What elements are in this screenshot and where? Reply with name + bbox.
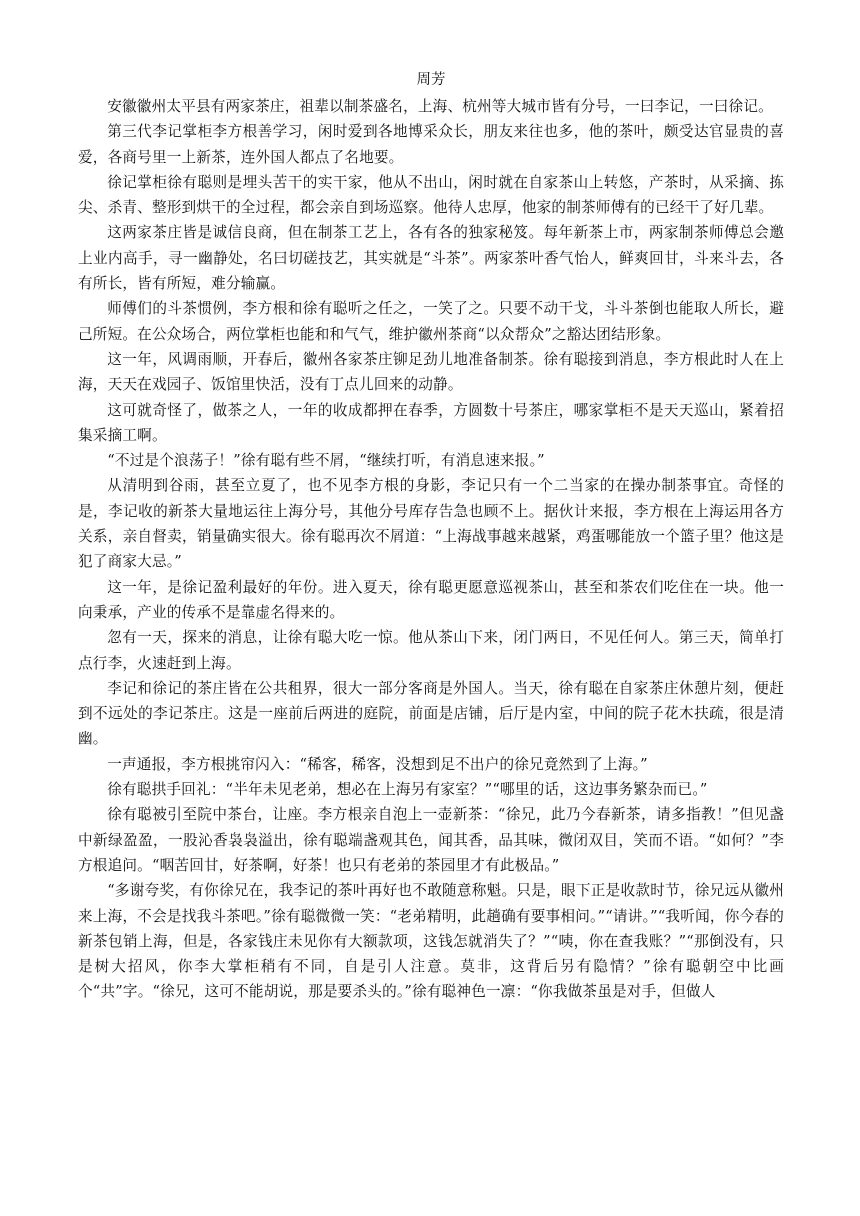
paragraph: 第三代李记掌柜李方根善学习，闲时爱到各地博采众长，朋友来往也多，他的茶叶，颇受达官显贵的喜爱，各商号里一上新茶，连外国人都点了名地要。 [78,123,784,166]
paragraph: “不过是个浪荡子！”徐有聪有些不屑，“继续打听，有消息速来报。” [107,452,545,470]
paragraph: 这可就奇怪了，做茶之人，一年的收成都押在春季，方圆数十号茶庄，哪家掌柜不是天天巡山，紧着招集采摘工啊。 [78,401,784,444]
paragraph: 徐记掌柜徐有聪则是埋头苦干的实干家，他从不出山，闲时就在自家茶山上转悠，产茶时，从采摘、拣尖、杀青、整形到烘干的全过程，都会亲自到场巡察。他待人忠厚，他家的制茶师傅有的已经干了好几辈。 [78,173,784,217]
paragraph: 这一年，风调雨顺，开春后，徽州各家茶庄铆足劲儿地准备制茶。徐有聪接到消息，李方根此时人在上海，天天在戏园子、饭馆里快活，没有丁点儿回来的动静。 [78,350,784,394]
paragraph: 从清明到谷雨，甚至立夏了，也不见李方根的身影，李记只有一个二当家的在操办制茶事宜。奇怪的是，李记收的新茶大量地运往上海分号，其他分号库存告急也顾不上。据伙计来报，李方根在上海运用各方关系，亲自督卖，销量确实很大。徐有聪再次不屑道：“上海战事越来越紧，鸡蛋哪能放一个篮子里？他这是犯了商家大忌。” [78,477,784,571]
paragraph: 李记和徐记的茶庄皆在公共租界，很大一部分客商是外国人。当天，徐有聪在自家茶庄休憩片刻，便赶到不远处的李记茶庄。这是一座前后两进的庭院，前面是店铺，后厅是内室，中间的院子花木扶疏，很是清幽。 [78,679,784,748]
paragraph: 忽有一天，探来的消息，让徐有聪大吃一惊。他从茶山下来，闭门两日，不见任何人。第三天，简单打点行李，火速赶到上海。 [78,629,784,672]
document-page [78,68,784,1005]
paragraph: 一声通报，李方根挑帘闪入：“稀客，稀客，没想到足不出户的徐兄竟然到了上海。” [107,755,648,773]
paragraph: “多谢夸奖，有你徐兄在，我李记的茶叶再好也不敢随意称魁。只是，眼下正是收款时节，徐兄远从徽州来上海，不会是找我斗茶吧。”徐有聪微微一笑：“老弟精明，此趟确有要事相问。”“请讲。”“我听闻，你今春的新茶包销上海，但是，各家钱庄未见你有大额款项，这钱怎就消失了？”“咦，你在查我账？”“那倒没有，只是树大招风，你李大掌柜稍有不同，自是引人注意。莫非，这背后另有隐情？”徐有聪朝空中比画个“共”字。“徐兄，这可不能胡说，那是要杀头的。”徐有聪神色一凛：“你我做茶虽是对手，但做人 [78,882,784,1001]
paragraph: 徐有聪被引至院中茶台，让座。李方根亲自泡上一壶新茶：“徐兄，此乃今春新茶，请多指教！”但见盏中新绿盈盈，一股沁香袅袅溢出，徐有聪端盏观其色，闻其香，品其味，微闭双目，笑而不语。“如何？”李方根追问。“咽苦回甘，好茶啊，好茶！也只有老弟的茶园里才有此极品。” [78,806,784,874]
paragraph: 这两家茶庄皆是诚信良商，但在制茶工艺上，各有各的独家秘笈。每年新茶上市，两家制茶师傅总会邀上业内高手，寻一幽静处，名曰切磋技艺，其实就是“斗茶”。两家茶叶香气怡人，鲜爽回甘，斗来斗去，各有所长，皆有所短，难分输赢。 [78,224,784,293]
paragraph: 师傅们的斗茶惯例，李方根和徐有聪听之任之，一笑了之。只要不动干戈，斗斗茶倒也能取人所长，避己所短。在公众场合，两位掌柜也能和和气气，维护徽州茶商“以众帮众”之豁达团结形象。 [78,300,784,343]
article-body [78,94,784,1005]
paragraph: 徐有聪拱手回礼：“半年未见老弟，想必在上海另有家室？”“哪里的话，这边事务繁杂而已。” [107,781,708,799]
article-title: 周芳 [416,72,446,88]
paragraph: 安徽徽州太平县有两家茶庄，祖辈以制茶盛名，上海、杭州等大城市皆有分号，一曰李记，一曰徐记。 [107,98,773,115]
paragraph: 这一年，是徐记盈利最好的年份。进入夏天，徐有聪更愿意巡视茶山，甚至和茶农们吃住在一块。他一向秉承，产业的传承不是靠虚名得来的。 [78,578,784,621]
